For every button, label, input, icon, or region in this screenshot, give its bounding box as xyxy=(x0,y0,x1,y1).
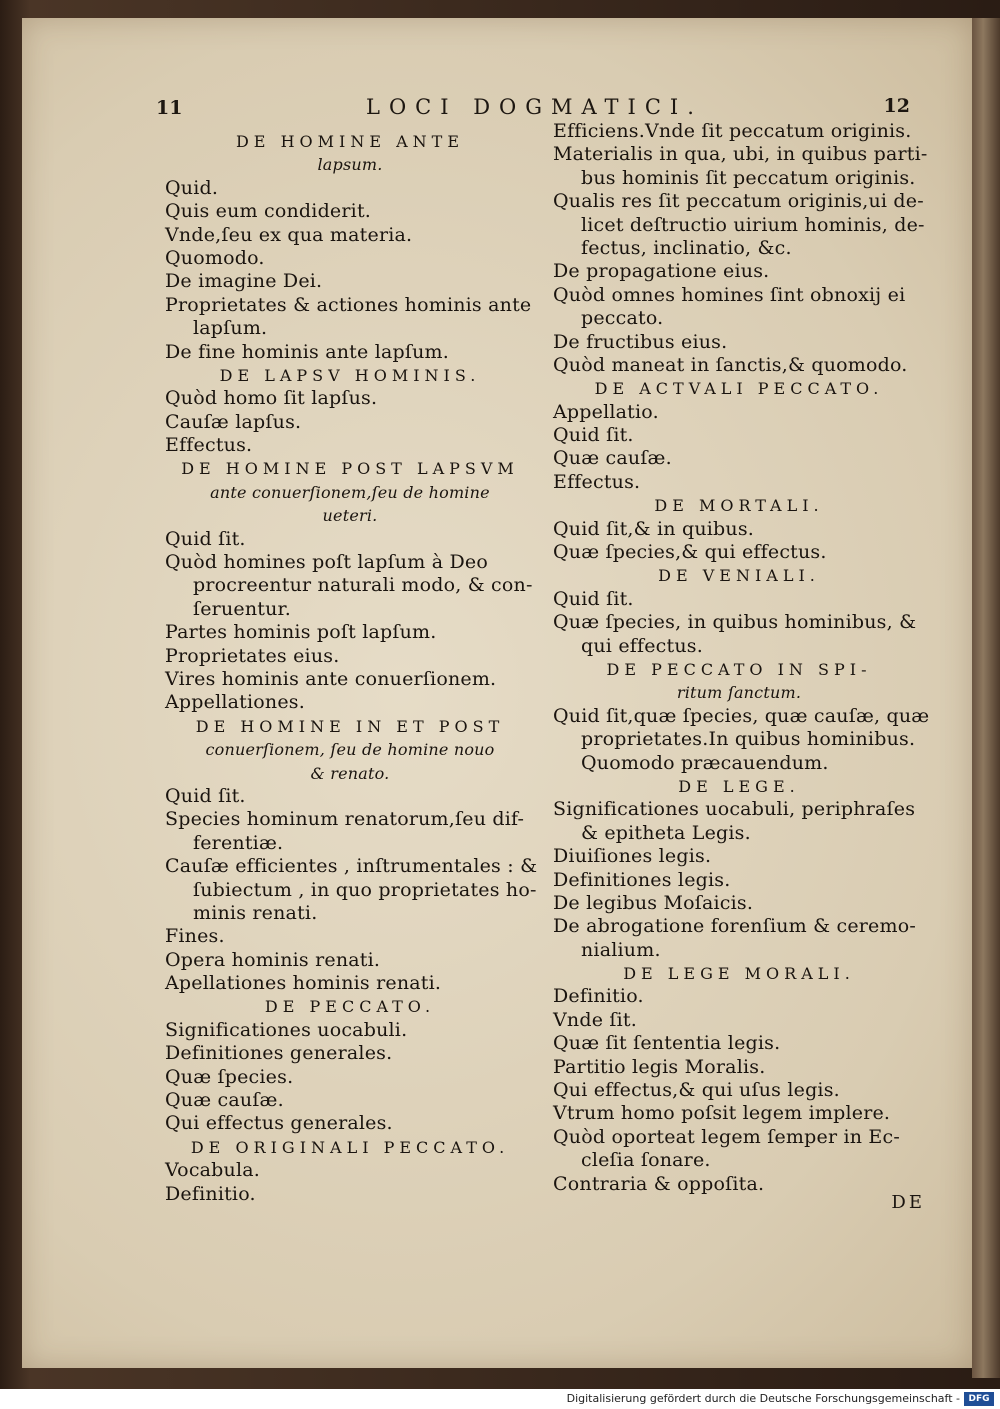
toc-entry: Qualis res ſit peccatum originis,ui de- xyxy=(553,190,924,213)
toc-entry: Quòd omnes homines ſint obnoxij ei xyxy=(553,283,906,306)
toc-entry: lapſum. xyxy=(193,317,268,340)
toc-entry: Quæ ſpecies,& qui effectus. xyxy=(553,541,827,564)
toc-entry: De fructibus eius. xyxy=(553,330,728,353)
toc-entry: Significationes uocabuli. xyxy=(165,1018,408,1041)
section-subheading: lapsum. xyxy=(317,155,383,175)
toc-entry: Species hominum renatorum,ſeu dif- xyxy=(165,808,525,831)
toc-entry: Vtrum homo poſsit legem implere. xyxy=(553,1102,891,1125)
section-subheading: & renato. xyxy=(310,763,390,783)
section-heading: DE HOMINE ANTE xyxy=(235,132,465,151)
section-heading: DE LEGE. xyxy=(678,776,800,796)
toc-entry: procreentur naturali modo, & con- xyxy=(193,574,533,597)
toc-entry: Vnde,ſeu ex qua materia. xyxy=(165,223,413,246)
section-heading: DE HOMINE POST LAPSVM xyxy=(181,459,519,479)
toc-entry: Vires hominis ante conuerſionem. xyxy=(165,667,497,690)
section-heading: DE HOMINE IN ET POST xyxy=(195,716,505,736)
section-heading: DE MORTALI. xyxy=(654,496,824,516)
toc-entry: Quid ſit. xyxy=(165,527,246,550)
toc-entry: Definitio. xyxy=(165,1182,256,1205)
toc-entry: Opera hominis renati. xyxy=(165,948,381,971)
left-column xyxy=(165,130,538,1206)
toc-entry: Qui effectus generales. xyxy=(165,1112,393,1135)
toc-entry: bus hominis ſit peccatum originis. xyxy=(581,166,916,189)
toc-entry: ſeruentur. xyxy=(193,597,291,620)
section-heading: DE VENIALI. xyxy=(658,566,820,586)
toc-entry: Quomodo. xyxy=(165,246,265,269)
toc-entry: Vocabula. xyxy=(165,1159,261,1182)
section-subheading: ritum ſanctum. xyxy=(676,683,802,703)
toc-entry: Vnde ſit. xyxy=(553,1008,637,1031)
toc-entry: Proprietates & actiones hominis ante xyxy=(165,293,532,316)
toc-entry: Quid ſit,& in quibus. xyxy=(553,517,755,540)
toc-entry: De imagine Dei. xyxy=(165,270,323,293)
toc-entry: Quid ſit. xyxy=(553,587,634,610)
toc-entry: peccato. xyxy=(581,307,664,330)
toc-entry: Quomodo præcauendum. xyxy=(581,751,829,774)
toc-entry: Partes hominis poſt lapſum. xyxy=(165,621,437,644)
toc-entry: proprietates.In quibus hominibus. xyxy=(581,728,916,751)
toc-entry: De propagatione eius. xyxy=(553,260,770,283)
toc-entry: Qui effectus,& qui uſus legis. xyxy=(553,1079,840,1102)
toc-entry: Definitiones generales. xyxy=(165,1042,393,1065)
toc-entry: & epitheta Legis. xyxy=(581,821,751,844)
toc-entry: Effectus. xyxy=(553,470,641,493)
toc-entry: Appellationes. xyxy=(165,691,305,714)
toc-entry: Quòd oporteat legem ſemper in Ec- xyxy=(553,1125,900,1148)
section-heading: DE LAPSV HOMINIS. xyxy=(219,365,481,385)
toc-entry: Quis eum condiderit. xyxy=(165,200,372,223)
toc-entry: De legibus Moſaicis. xyxy=(553,891,754,914)
toc-entry: qui effectus. xyxy=(581,634,703,657)
catchword: DE xyxy=(891,1192,925,1213)
folio-right: 12 xyxy=(883,95,910,117)
toc-entry: Proprietates eius. xyxy=(165,644,340,667)
toc-entry: fectus, inclinatio, &c. xyxy=(581,236,792,259)
toc-entry: Contraria & oppoſita. xyxy=(553,1172,765,1195)
running-title: LOCI DOGMATICI. xyxy=(366,95,703,119)
toc-entry: Fines. xyxy=(165,925,225,948)
toc-entry: Quòd homo ſit lapſus. xyxy=(165,387,378,410)
toc-entry: Quæ ſpecies. xyxy=(165,1065,294,1088)
section-heading: DE ORIGINALI PECCATO. xyxy=(190,1137,510,1157)
toc-entry: cleſia ſonare. xyxy=(581,1149,711,1172)
toc-entry: Efficiens.Vnde ſit peccatum originis. xyxy=(553,120,912,142)
toc-entry: Effectus. xyxy=(165,434,253,457)
section-subheading: conuerſionem, ſeu de homine nouo xyxy=(205,740,495,760)
section-heading: DE PECCATO. xyxy=(264,997,436,1017)
section-heading: DE LEGE MORALI. xyxy=(623,964,855,984)
toc-entry: Cauſæ efficientes , inſtrumentales : & xyxy=(165,855,538,878)
toc-entry: Appellatio. xyxy=(553,400,659,423)
toc-entry: Partitio legis Moralis. xyxy=(553,1055,766,1078)
toc-entry: Quæ ſit ſententia legis. xyxy=(553,1032,781,1055)
toc-entry: ferentiæ. xyxy=(193,831,284,854)
toc-entry: Quòd homines poſt lapſum à Deo xyxy=(165,551,488,574)
toc-entry: Quid ſit,quæ ſpecies, quæ cauſæ, quæ xyxy=(553,704,930,727)
toc-entry: licet deſtructio uirium hominis, de- xyxy=(581,213,925,236)
toc-entry: nialium. xyxy=(581,938,661,961)
section-heading: DE PECCATO IN SPI- xyxy=(606,659,872,679)
toc-entry: Quid. xyxy=(165,176,219,199)
toc-entry: Definitiones legis. xyxy=(553,868,731,891)
toc-entry: Quid ſit. xyxy=(553,424,634,447)
digitization-footer xyxy=(0,1389,1000,1409)
toc-entry: De abrogatione forenſium & ceremo- xyxy=(553,915,916,938)
toc-entry: Cauſæ lapſus. xyxy=(165,410,302,433)
book-edge xyxy=(972,18,1000,1378)
toc-entry: ſubiectum , in quo proprietates ho- xyxy=(193,878,537,901)
toc-entry: Definitio. xyxy=(553,985,644,1008)
toc-entry: Quid ſit. xyxy=(165,784,246,807)
section-subheading: ante conuerſionem,ſeu de homine xyxy=(210,482,490,502)
folio-left: 11 xyxy=(156,97,183,119)
section-subheading: ueteri. xyxy=(322,506,378,526)
right-column xyxy=(553,120,930,1196)
toc-entry: Quæ cauſæ. xyxy=(165,1089,284,1112)
toc-entry: De fine hominis ante lapſum. xyxy=(165,340,449,363)
toc-entry: Quòd maneat in ſanctis,& quomodo. xyxy=(553,353,908,376)
toc-entry: Quæ cauſæ. xyxy=(553,447,672,470)
toc-entry: Materialis in qua, ubi, in quibus parti- xyxy=(553,143,928,166)
toc-entry: Significationes uocabuli, periphraſes xyxy=(553,798,916,821)
toc-entry: minis renati. xyxy=(193,901,318,924)
toc-entry: Quæ ſpecies, in quibus hominibus, & xyxy=(553,611,917,634)
toc-entry: Diuiſiones legis. xyxy=(553,845,712,868)
toc-entry: Apellationes hominis renati. xyxy=(165,972,442,995)
funding-credit: Digitalisierung gefördert durch die Deutsche Forschungsgemeinschaft - xyxy=(566,1392,960,1405)
section-heading: DE ACTVALI PECCATO. xyxy=(594,379,884,399)
dfg-logo: DFG xyxy=(964,1392,994,1406)
